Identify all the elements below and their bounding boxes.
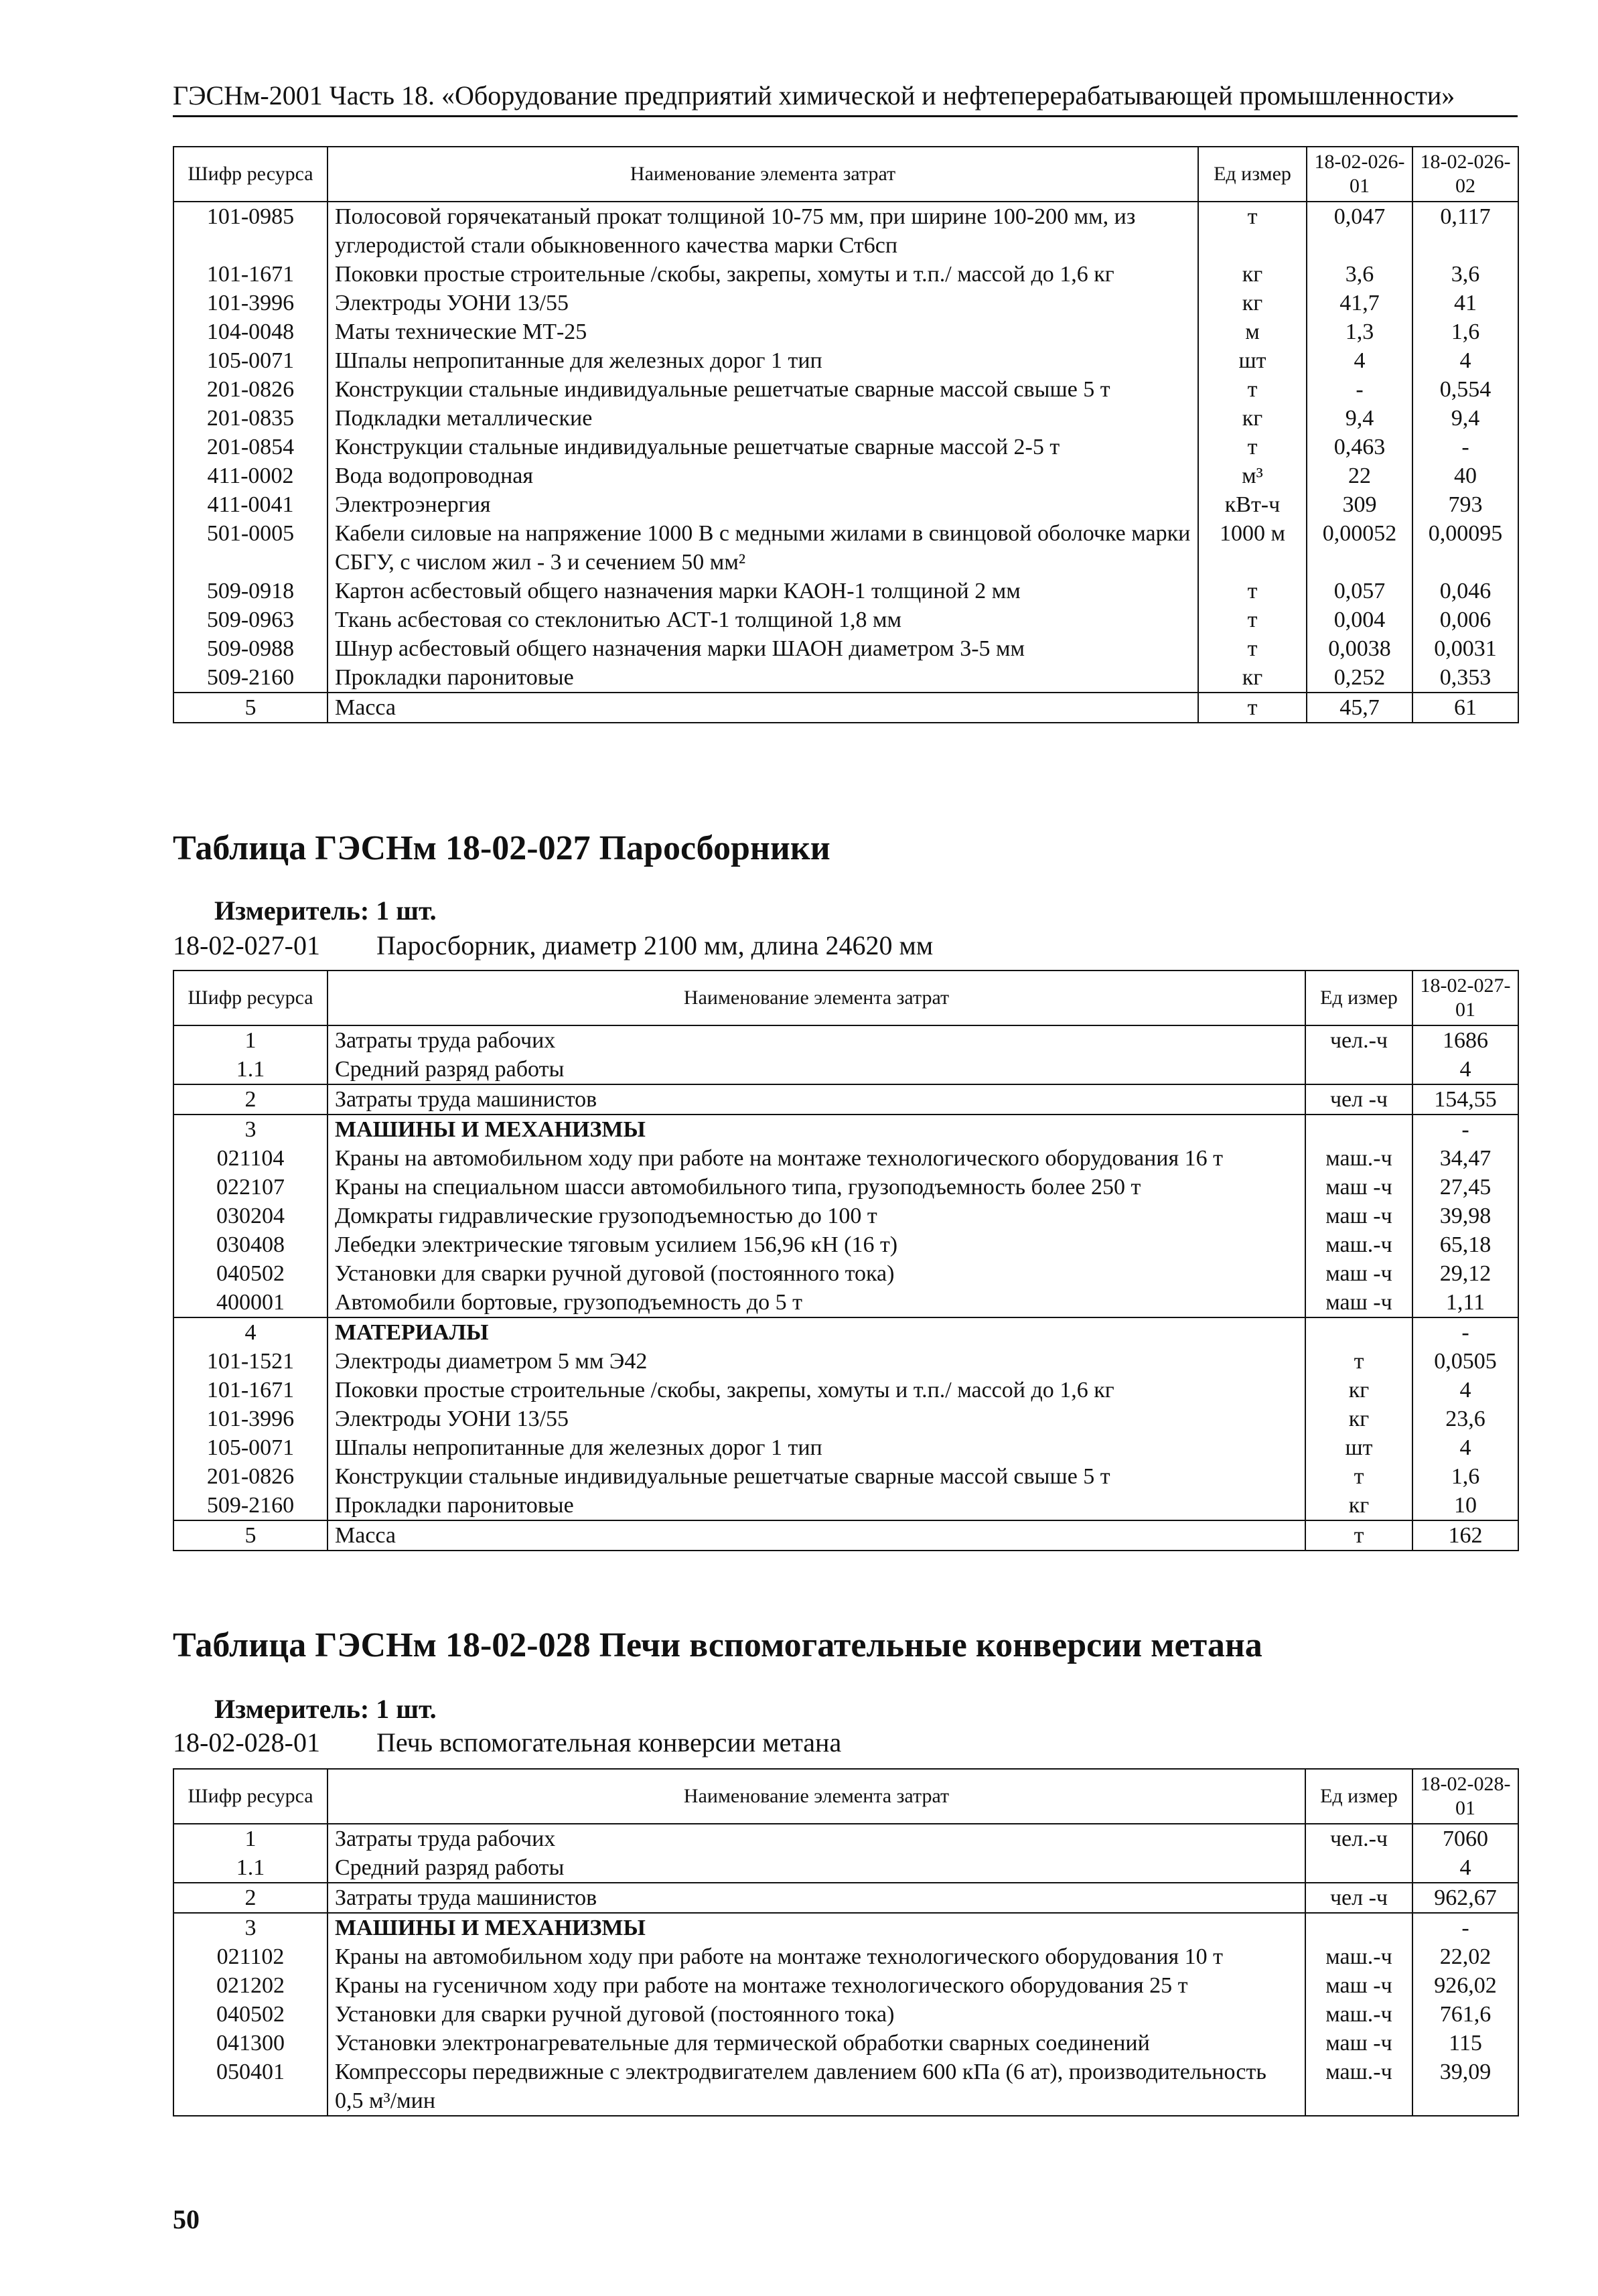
resource-unit: т — [1198, 693, 1307, 723]
resource-code: 411-0002 — [173, 461, 328, 490]
resource-unit: т — [1305, 1347, 1412, 1376]
resource-name: Краны на гусеничном ходу при работе на монтаже технологического оборудования 25 т — [328, 1971, 1305, 2000]
resource-code: 030204 — [173, 1202, 328, 1230]
table-row — [173, 1084, 1518, 1115]
resource-name: Установки для сварки ручной дуговой (постоянного тока) — [328, 2000, 1305, 2029]
norm-value: 4 — [1412, 1433, 1518, 1462]
resource-unit: кг — [1305, 1491, 1412, 1520]
table-row — [173, 433, 1518, 461]
norm-value: 1,6 — [1412, 317, 1518, 346]
item-code: 18-02-027-01 — [173, 930, 320, 960]
resource-unit — [1305, 1853, 1412, 1883]
resource-name: Компрессоры передвижные с электродвигателем давлением 600 кПа (6 ат), производительность 0,5 м³/мин — [328, 2058, 1305, 2116]
meter-027: Измеритель: 1 шт. — [214, 895, 437, 926]
norm-value: 162 — [1412, 1520, 1518, 1551]
resource-name: Затраты труда машинистов — [328, 1883, 1305, 1913]
resource-name: Затраты труда рабочих — [328, 1025, 1305, 1055]
resource-name: Шнур асбестовый общего назначения марки ШАОН диаметром 3-5 мм — [328, 634, 1198, 663]
norm-value: 0,006 — [1412, 605, 1518, 634]
col-header-code: Шифр ресурса — [173, 971, 328, 1025]
resource-unit — [1305, 1913, 1412, 1942]
table-row — [173, 260, 1518, 289]
resource-unit: маш.-ч — [1305, 1230, 1412, 1259]
table-row — [173, 1433, 1518, 1462]
norm-value: 0,353 — [1412, 663, 1518, 693]
norm-value: 41,7 — [1307, 289, 1412, 317]
col-header-name: Наименование элемента затрат — [328, 1769, 1305, 1824]
resource-name: Поковки простые строительные /скобы, закрепы, хомуты и т.п./ массой до 1,6 кг — [328, 260, 1198, 289]
resource-name: Масса — [328, 693, 1198, 723]
table-header-row — [173, 1769, 1518, 1824]
resource-unit: кг — [1198, 260, 1307, 289]
norm-value: - — [1307, 375, 1412, 404]
resource-unit: шт — [1198, 346, 1307, 375]
resource-code: 4 — [173, 1317, 328, 1347]
table-row — [173, 1317, 1518, 1347]
table-row — [173, 1144, 1518, 1173]
table-row — [173, 375, 1518, 404]
table-row — [173, 1491, 1518, 1520]
resource-name: Конструкции стальные индивидуальные решетчатые сварные массой свыше 5 т — [328, 375, 1198, 404]
table-row — [173, 663, 1518, 693]
resource-name: Установки для сварки ручной дуговой (постоянного тока) — [328, 1259, 1305, 1288]
norm-value: 0,004 — [1307, 605, 1412, 634]
resource-code: 5 — [173, 1520, 328, 1551]
resource-name: Прокладки паронитовые — [328, 1491, 1305, 1520]
resource-code: 101-3996 — [173, 289, 328, 317]
norm-value: 761,6 — [1412, 2000, 1518, 2029]
norm-value: 34,47 — [1412, 1144, 1518, 1173]
col-header-norm: 18-02-028-01 — [1412, 1769, 1518, 1824]
resource-unit: маш -ч — [1305, 1259, 1412, 1288]
table-header-row — [173, 147, 1518, 202]
resource-code: 030408 — [173, 1230, 328, 1259]
norm-value: 41 — [1412, 289, 1518, 317]
norm-value: 115 — [1412, 2029, 1518, 2058]
col-header-code: Шифр ресурса — [173, 1769, 328, 1824]
norm-value: 10 — [1412, 1491, 1518, 1520]
resource-unit: чел -ч — [1305, 1084, 1412, 1115]
resource-unit: маш.-ч — [1305, 1942, 1412, 1971]
norm-value: 962,67 — [1412, 1883, 1518, 1913]
resource-name: Картон асбестовый общего назначения марки КАОН-1 толщиной 2 мм — [328, 577, 1198, 605]
table-row — [173, 1202, 1518, 1230]
resource-code: 105-0071 — [173, 346, 328, 375]
norm-value: 0,0038 — [1307, 634, 1412, 663]
resource-code: 201-0826 — [173, 1462, 328, 1491]
resource-unit: м — [1198, 317, 1307, 346]
norm-value: 61 — [1412, 693, 1518, 723]
resource-name: Поковки простые строительные /скобы, закрепы, хомуты и т.п./ массой до 1,6 кг — [328, 1376, 1305, 1405]
item-name: Паросборник, диаметр 2100 мм, длина 24620 мм — [376, 930, 934, 960]
resource-unit: маш -ч — [1305, 1971, 1412, 2000]
section-title-027: Таблица ГЭСНм 18-02-027 Паросборники — [173, 829, 830, 867]
resource-code: 509-2160 — [173, 1491, 328, 1520]
norm-value: 0,00052 — [1307, 519, 1412, 577]
norm-value: 9,4 — [1412, 404, 1518, 433]
resource-unit: кг — [1198, 404, 1307, 433]
resource-name: Краны на автомобильном ходу при работе на монтаже технологического оборудования 16 т — [328, 1144, 1305, 1173]
resource-unit: кг — [1305, 1405, 1412, 1433]
norm-value: 0,463 — [1307, 433, 1412, 461]
resource-code: 2 — [173, 1883, 328, 1913]
norm-value: - — [1412, 433, 1518, 461]
table-body — [173, 1025, 1518, 1551]
table-row — [173, 2058, 1518, 2116]
resource-name: Кабели силовые на напряжение 1000 В с медными жилами в свинцовой оболочке марки СБГУ, с числом жил - 3 и сечением 50 мм² — [328, 519, 1198, 577]
norm-value: 29,12 — [1412, 1259, 1518, 1288]
resource-unit: т — [1305, 1462, 1412, 1491]
table-row — [173, 1883, 1518, 1913]
resource-code: 411-0041 — [173, 490, 328, 519]
resource-code: 3 — [173, 1913, 328, 1942]
resource-name: Средний разряд работы — [328, 1853, 1305, 1883]
resource-name: Затраты труда рабочих — [328, 1824, 1305, 1853]
resource-unit: чел.-ч — [1305, 1824, 1412, 1853]
table-row — [173, 346, 1518, 375]
resource-unit: чел.-ч — [1305, 1025, 1412, 1055]
norm-value: 0,057 — [1307, 577, 1412, 605]
table-row — [173, 1405, 1518, 1433]
norm-value: 4 — [1412, 1376, 1518, 1405]
resource-name: Электроды диаметром 5 мм Э42 — [328, 1347, 1305, 1376]
resource-unit: т — [1198, 375, 1307, 404]
resource-code: 104-0048 — [173, 317, 328, 346]
table-row — [173, 1853, 1518, 1883]
table-row — [173, 1115, 1518, 1144]
norm-value: - — [1412, 1317, 1518, 1347]
norm-value: 4 — [1412, 1853, 1518, 1883]
norm-value: 0,117 — [1412, 202, 1518, 260]
page-number: 50 — [173, 2204, 200, 2234]
resource-table-027 — [173, 970, 1519, 1551]
resource-code: 021202 — [173, 1971, 328, 2000]
resource-code: 3 — [173, 1115, 328, 1144]
resource-unit — [1305, 1115, 1412, 1144]
resource-table-026 — [173, 146, 1519, 723]
resource-unit: чел -ч — [1305, 1883, 1412, 1913]
resource-code: 509-0988 — [173, 634, 328, 663]
table-row — [173, 1376, 1518, 1405]
total-row — [173, 693, 1518, 723]
norm-value: 39,98 — [1412, 1202, 1518, 1230]
resource-code: 201-0854 — [173, 433, 328, 461]
table-row — [173, 519, 1518, 577]
resource-name: Установки электронагревательные для термической обработки сварных соединений — [328, 2029, 1305, 2058]
resource-code: 105-0071 — [173, 1433, 328, 1462]
resource-code: 5 — [173, 693, 328, 723]
total-row — [173, 1520, 1518, 1551]
norm-value: 0,252 — [1307, 663, 1412, 693]
resource-name: Автомобили бортовые, грузоподъемность до 5 т — [328, 1288, 1305, 1317]
item-028 — [173, 1727, 841, 1758]
resource-code: 509-0918 — [173, 577, 328, 605]
col-header-unit: Ед измер — [1198, 147, 1307, 202]
table-row — [173, 605, 1518, 634]
table-row — [173, 202, 1518, 260]
table-row — [173, 1025, 1518, 1055]
section-title-028: Таблица ГЭСНм 18-02-028 Печи вспомогательные конверсии метана — [173, 1626, 1262, 1664]
resource-code: 021102 — [173, 1942, 328, 1971]
resource-name: Маты технические МТ-25 — [328, 317, 1198, 346]
resource-name: Конструкции стальные индивидуальные решетчатые сварные массой 2-5 т — [328, 433, 1198, 461]
table-row — [173, 490, 1518, 519]
resource-name: МАШИНЫ И МЕХАНИЗМЫ — [328, 1115, 1305, 1144]
item-code: 18-02-028-01 — [173, 1727, 320, 1757]
resource-unit: т — [1198, 202, 1307, 260]
table-row — [173, 1055, 1518, 1084]
resource-code: 040502 — [173, 1259, 328, 1288]
resource-name: МАШИНЫ И МЕХАНИЗМЫ — [328, 1913, 1305, 1942]
resource-code: 040502 — [173, 2000, 328, 2029]
col-header-unit: Ед измер — [1305, 971, 1412, 1025]
resource-unit: т — [1198, 634, 1307, 663]
table-row — [173, 1259, 1518, 1288]
resource-unit: маш -ч — [1305, 1202, 1412, 1230]
resource-name: Шпалы непропитанные для железных дорог 1 тип — [328, 1433, 1305, 1462]
page-header: ГЭСНм-2001 Часть 18. «Оборудование предприятий химической и нефтеперерабатывающей промышленности» — [173, 79, 1518, 117]
resource-table-028 — [173, 1768, 1519, 2116]
resource-code: 1 — [173, 1824, 328, 1853]
table-row — [173, 404, 1518, 433]
resource-name: Электроэнергия — [328, 490, 1198, 519]
table-body — [173, 1824, 1518, 2116]
resource-unit: кВт-ч — [1198, 490, 1307, 519]
resource-name: Прокладки паронитовые — [328, 663, 1198, 693]
norm-value: 0,0505 — [1412, 1347, 1518, 1376]
resource-name: Затраты труда машинистов — [328, 1084, 1305, 1115]
norm-value: 0,554 — [1412, 375, 1518, 404]
norm-value: 22,02 — [1412, 1942, 1518, 1971]
table-row — [173, 1942, 1518, 1971]
resource-name: Лебедки электрические тяговым усилием 156,96 кН (16 т) — [328, 1230, 1305, 1259]
norm-value: 309 — [1307, 490, 1412, 519]
resource-unit: 1000 м — [1198, 519, 1307, 577]
resource-unit: т — [1305, 1520, 1412, 1551]
item-027 — [173, 930, 933, 961]
resource-name: Средний разряд работы — [328, 1055, 1305, 1084]
resource-code: 021104 — [173, 1144, 328, 1173]
resource-name: Краны на автомобильном ходу при работе на монтаже технологического оборудования 10 т — [328, 1942, 1305, 1971]
norm-value: 0,047 — [1307, 202, 1412, 260]
table-row — [173, 1288, 1518, 1317]
norm-value: - — [1412, 1115, 1518, 1144]
table-row — [173, 1824, 1518, 1853]
resource-code: 201-0835 — [173, 404, 328, 433]
norm-value: 3,6 — [1307, 260, 1412, 289]
table-row — [173, 289, 1518, 317]
resource-code: 1.1 — [173, 1055, 328, 1084]
table-row — [173, 634, 1518, 663]
resource-code: 050401 — [173, 2058, 328, 2116]
resource-unit: кг — [1198, 663, 1307, 693]
norm-value: 1686 — [1412, 1025, 1518, 1055]
resource-unit: т — [1198, 433, 1307, 461]
resource-name: Шпалы непропитанные для железных дорог 1 тип — [328, 346, 1198, 375]
resource-unit: маш -ч — [1305, 1173, 1412, 1202]
resource-code: 201-0826 — [173, 375, 328, 404]
col-header-norm-1: 18-02-026-01 — [1307, 147, 1412, 202]
norm-value: 0,00095 — [1412, 519, 1518, 577]
resource-unit — [1305, 1055, 1412, 1084]
norm-value: 154,55 — [1412, 1084, 1518, 1115]
resource-code: 101-1521 — [173, 1347, 328, 1376]
resource-name: Конструкции стальные индивидуальные решетчатые сварные массой свыше 5 т — [328, 1462, 1305, 1491]
resource-unit: т — [1198, 605, 1307, 634]
resource-code: 509-2160 — [173, 663, 328, 693]
norm-value: 0,046 — [1412, 577, 1518, 605]
resource-code: 2 — [173, 1084, 328, 1115]
resource-unit: кг — [1198, 289, 1307, 317]
resource-code: 1.1 — [173, 1853, 328, 1883]
resource-unit: кг — [1305, 1376, 1412, 1405]
norm-value: 65,18 — [1412, 1230, 1518, 1259]
resource-unit — [1305, 1317, 1412, 1347]
table-body — [173, 202, 1518, 723]
norm-value: 22 — [1307, 461, 1412, 490]
col-header-unit: Ед измер — [1305, 1769, 1412, 1824]
norm-value: 45,7 — [1307, 693, 1412, 723]
norm-value: 7060 — [1412, 1824, 1518, 1853]
table-row — [173, 1230, 1518, 1259]
norm-value: 27,45 — [1412, 1173, 1518, 1202]
resource-unit: шт — [1305, 1433, 1412, 1462]
resource-name: МАТЕРИАЛЫ — [328, 1317, 1305, 1347]
table-row — [173, 1462, 1518, 1491]
resource-name: Вода водопроводная — [328, 461, 1198, 490]
table-header-row — [173, 971, 1518, 1025]
col-header-norm-2: 18-02-026-02 — [1412, 147, 1518, 202]
col-header-norm: 18-02-027-01 — [1412, 971, 1518, 1025]
resource-unit: т — [1198, 577, 1307, 605]
norm-value: 3,6 — [1412, 260, 1518, 289]
norm-value: 9,4 — [1307, 404, 1412, 433]
table-row — [173, 2029, 1518, 2058]
norm-value: 793 — [1412, 490, 1518, 519]
resource-name: Ткань асбестовая со стеклонитью АСТ-1 толщиной 1,8 мм — [328, 605, 1198, 634]
table-row — [173, 1347, 1518, 1376]
col-header-name: Наименование элемента затрат — [328, 147, 1198, 202]
table-row — [173, 1971, 1518, 2000]
resource-code: 1 — [173, 1025, 328, 1055]
meter-028: Измеритель: 1 шт. — [214, 1694, 437, 1724]
resource-unit: маш -ч — [1305, 2029, 1412, 2058]
resource-unit: маш -ч — [1305, 1288, 1412, 1317]
norm-value: 39,09 — [1412, 2058, 1518, 2116]
resource-name: Полосовой горячекатаный прокат толщиной 10-75 мм, при ширине 100-200 мм, из углеродистой стали обыкновенного качества марки Ст6сп — [328, 202, 1198, 260]
resource-name: Электроды УОНИ 13/55 — [328, 289, 1198, 317]
resource-name: Электроды УОНИ 13/55 — [328, 1405, 1305, 1433]
norm-value: 23,6 — [1412, 1405, 1518, 1433]
col-header-name: Наименование элемента затрат — [328, 971, 1305, 1025]
table-row — [173, 317, 1518, 346]
resource-name: Домкраты гидравлические грузоподъемностью до 100 т — [328, 1202, 1305, 1230]
norm-value: 4 — [1412, 1055, 1518, 1084]
resource-name: Краны на специальном шасси автомобильного типа, грузоподъемность более 250 т — [328, 1173, 1305, 1202]
resource-unit: маш.-ч — [1305, 2000, 1412, 2029]
resource-code: 509-0963 — [173, 605, 328, 634]
table-row — [173, 1173, 1518, 1202]
resource-code: 400001 — [173, 1288, 328, 1317]
resource-code: 501-0005 — [173, 519, 328, 577]
table-row — [173, 577, 1518, 605]
resource-code: 101-1671 — [173, 1376, 328, 1405]
table-row — [173, 2000, 1518, 2029]
norm-value: 4 — [1412, 346, 1518, 375]
table-row — [173, 1913, 1518, 1942]
norm-value: 0,0031 — [1412, 634, 1518, 663]
norm-value: 926,02 — [1412, 1971, 1518, 2000]
col-header-code: Шифр ресурса — [173, 147, 328, 202]
norm-value: 1,3 — [1307, 317, 1412, 346]
resource-code: 101-1671 — [173, 260, 328, 289]
resource-code: 041300 — [173, 2029, 328, 2058]
resource-unit: маш.-ч — [1305, 2058, 1412, 2116]
resource-code: 101-3996 — [173, 1405, 328, 1433]
norm-value: - — [1412, 1913, 1518, 1942]
resource-code: 101-0985 — [173, 202, 328, 260]
resource-unit: маш.-ч — [1305, 1144, 1412, 1173]
norm-value: 4 — [1307, 346, 1412, 375]
norm-value: 1,6 — [1412, 1462, 1518, 1491]
item-name: Печь вспомогательная конверсии метана — [376, 1727, 842, 1757]
norm-value: 40 — [1412, 461, 1518, 490]
norm-value: 1,11 — [1412, 1288, 1518, 1317]
resource-name: Масса — [328, 1520, 1305, 1551]
resource-name: Подкладки металлические — [328, 404, 1198, 433]
table-row — [173, 461, 1518, 490]
resource-code: 022107 — [173, 1173, 328, 1202]
resource-unit: м³ — [1198, 461, 1307, 490]
